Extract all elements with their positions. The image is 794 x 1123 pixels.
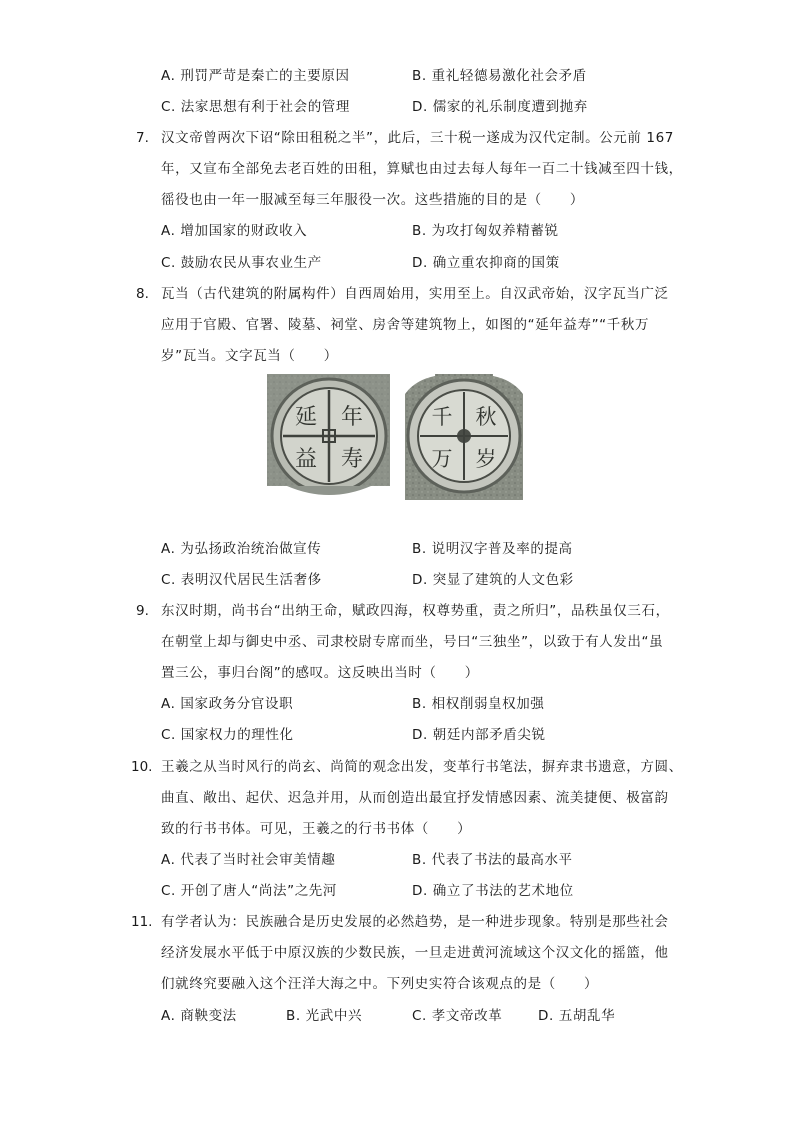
q11-stem-line: 们就终究要融入这个汪洋大海之中。下列史实符合该观点的是（ ）	[161, 976, 599, 992]
q8-option-b: B. 说明汉字普及率的提高	[412, 541, 573, 557]
q10-option-d: D. 确立了书法的艺术地位	[412, 883, 574, 899]
q9-option-c: C. 国家权力的理性化	[161, 727, 294, 743]
q11-number: 11.	[131, 914, 153, 930]
q11-option-c: C. 孝文帝改革	[412, 1008, 503, 1024]
q6-option-a: A. 刑罚严苛是秦亡的主要原因	[161, 68, 350, 84]
q10-option-b: B. 代表了书法的最高水平	[412, 852, 573, 868]
wadang-char: 千	[431, 405, 453, 429]
q10-number: 10.	[131, 759, 153, 775]
q8-stem-line: 应用于官殿、官署、陵墓、祠堂、房舍等建筑物上，如图的“延年益寿”“千秋万	[161, 317, 650, 333]
q9-option-a: A. 国家政务分官设职	[161, 696, 294, 712]
q6-option-c: C. 法家思想有利于社会的管理	[161, 99, 351, 115]
q10-stem-line: 王羲之从当时风行的尚玄、尚简的观念出发，变革行书笔法，摒弃隶书遗意，方圆、	[161, 759, 683, 775]
q9-stem-line: 东汉时期，尚书台“出纳王命，赋政四海，权尊势重，责之所归”，品秩虽仅三石，	[161, 603, 670, 619]
q7-number: 7.	[136, 130, 149, 146]
q10-stem-line: 曲直、敞出、起伏、迟急并用，从而创造出最宜抒发情感因素、流美捷便、极富韵	[161, 790, 669, 806]
q10-option-c: C. 开创了唐人“尚法”之先河	[161, 883, 337, 899]
q9-option-b: B. 相权削弱皇权加强	[412, 696, 545, 712]
wadang-char: 岁	[475, 447, 497, 471]
wadang-char: 寿	[340, 447, 364, 472]
q6-option-b: B. 重礼轻德易激化社会矛盾	[412, 68, 587, 84]
q8-option-c: C. 表明汉代居民生活奢侈	[161, 572, 322, 588]
q6-option-d: D. 儒家的礼乐制度遭到抛弃	[412, 99, 588, 115]
q8-stem-line: 岁”瓦当。文字瓦当（ ）	[161, 348, 338, 364]
q7-stem-line: 年，又宣布全部免去老百姓的田租，算赋也由过去每人每年一百二十钱减至四十钱，	[161, 161, 683, 177]
q8-option-d: D. 突显了建筑的人文色彩	[412, 572, 574, 588]
q11-option-d: D. 五胡乱华	[538, 1008, 616, 1024]
q11-option-b: B. 光武中兴	[286, 1008, 363, 1024]
q9-option-d: D. 朝廷内部矛盾尖锐	[412, 727, 546, 743]
wadang-image-yannian-yishou	[267, 374, 390, 500]
wadang-image-qianqiu-wansui	[405, 374, 523, 500]
q7-stem-line: 徭役也由一年一服减至每三年服役一次。这些措施的目的是（ ）	[161, 192, 584, 208]
q8-stem-line: 瓦当（古代建筑的附属构件）自西周始用，实用至上。自汉武帝始，汉字瓦当广泛	[161, 286, 669, 302]
q9-number: 9.	[136, 603, 149, 619]
q9-stem-line: 置三公，事归台阁”的感叹。这反映出当时（ ）	[161, 665, 479, 681]
q9-stem-line: 在朝堂上却与御史中丞、司隶校尉专席而坐，号曰“三独坐”，以致于有人发出“虽	[161, 634, 664, 650]
wadang-char: 延	[294, 405, 318, 430]
q7-option-b: B. 为攻打匈奴养精蓄锐	[412, 223, 559, 239]
q7-option-a: A. 增加国家的财政收入	[161, 223, 308, 239]
q7-option-d: D. 确立重农抑商的国策	[412, 255, 560, 271]
q11-option-a: A. 商鞅变法	[161, 1008, 237, 1024]
q11-stem-line: 有学者认为：民族融合是历史发展的必然趋势，是一种进步现象。特别是那些社会	[161, 914, 669, 930]
q7-option-c: C. 鼓励农民从事农业生产	[161, 255, 322, 271]
wadang-char: 万	[431, 447, 453, 471]
q10-option-a: A. 代表了当时社会审美情趣	[161, 852, 336, 868]
wadang-char: 年	[340, 405, 364, 430]
q11-stem-line: 经济发展水平低于中原汉族的少数民族，一旦走进黄河流域这个汉文化的摇篮，他	[161, 945, 669, 961]
q8-number: 8.	[136, 286, 149, 302]
q7-stem-line: 汉文帝曾两次下诏“除田租税之半”，此后，三十税一遂成为汉代定制。公元前 167	[161, 130, 674, 146]
wadang-char: 益	[294, 447, 318, 472]
q8-option-a: A. 为弘扬政治统治做宣传	[161, 541, 322, 557]
q10-stem-line: 致的行书书体。可见，王羲之的行书书体（ ）	[161, 821, 472, 837]
wadang-char: 秋	[475, 405, 497, 429]
